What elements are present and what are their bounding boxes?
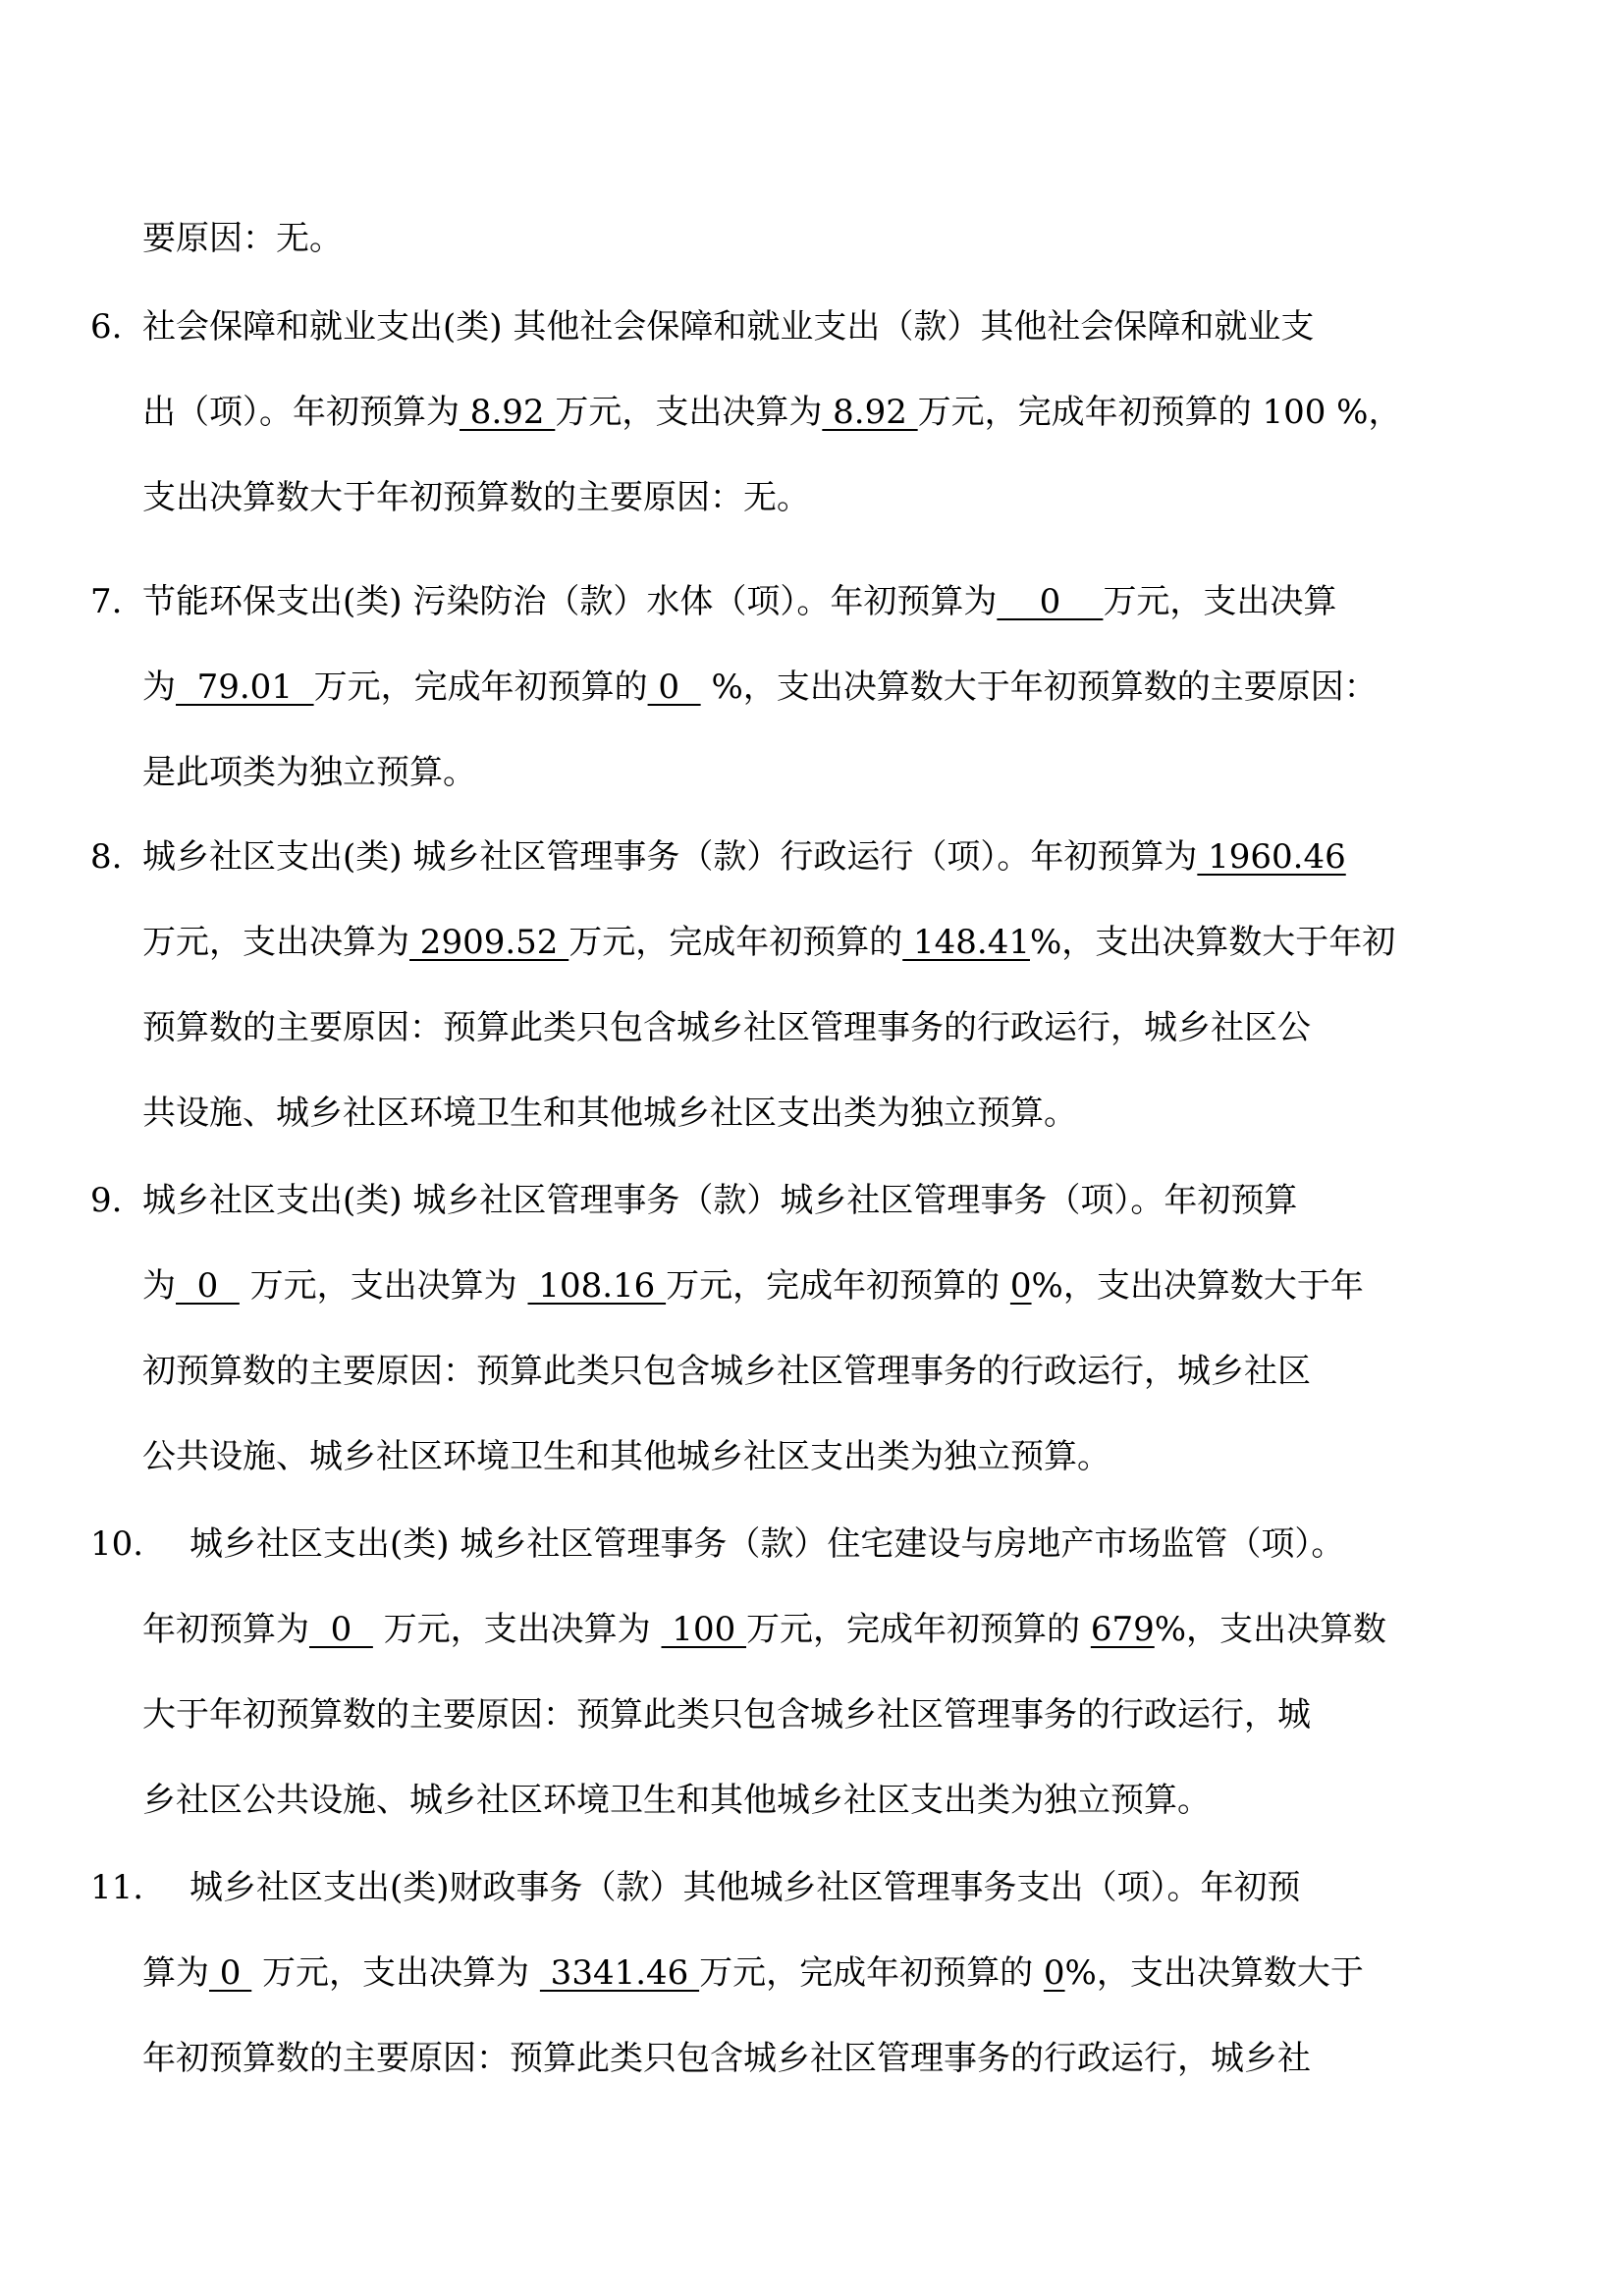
text-line: 乡社区公共设施、城乡社区环境卫生和其他城乡社区支出类为独立预算。 xyxy=(142,1781,1211,1820)
list-item-9 xyxy=(90,1158,1507,1500)
text-line: 社会保障和就业支出(类) 其他社会保障和就业支出（款）其他社会保障和就业支 xyxy=(142,307,1315,347)
text-line: 城乡社区支出(类) 城乡社区管理事务（款）住宅建设与房地产市场监管（项）。 xyxy=(189,1524,1345,1564)
text-line: 出（项）。年初预算为 8.92 万元，支出决算为 8.92 万元，完成年初预算的 100 %， xyxy=(142,393,1402,432)
item-number: 10. xyxy=(90,1524,144,1564)
text-line: 公共设施、城乡社区环境卫生和其他城乡社区支出类为独立预算。 xyxy=(142,1437,1110,1476)
final-value: 79.01 xyxy=(176,667,314,707)
completion-rate: 679 xyxy=(1090,1610,1155,1649)
text-line: 年初预算为 0 万元，支出决算为 100 万元，完成年初预算的 679%，支出决算数 xyxy=(142,1610,1387,1649)
text-line: 城乡社区支出(类) 城乡社区管理事务（款）行政运行（项）。年初预算为 1960.46 xyxy=(142,837,1346,877)
completion-rate: 148.41 xyxy=(902,923,1030,962)
final-value: 2909.52 xyxy=(409,923,569,962)
list-item-6 xyxy=(90,285,1507,541)
budget-value: 0 xyxy=(997,582,1104,621)
item-number: 9. xyxy=(90,1181,123,1220)
final-value: 8.92 xyxy=(822,393,918,432)
item-number: 11. xyxy=(90,1868,144,1907)
text-line: 预算数的主要原因：预算此类只包含城乡社区管理事务的行政运行，城乡社区公 xyxy=(142,1008,1311,1047)
text-line: 为 0 万元，支出决算为 108.16 万元，完成年初预算的 0%，支出决算数大于年 xyxy=(142,1266,1364,1306)
text-line: 城乡社区支出(类)财政事务（款）其他城乡社区管理事务支出（项）。年初预 xyxy=(189,1868,1301,1907)
list-item-7 xyxy=(90,560,1507,816)
budget-value: 1960.46 xyxy=(1197,837,1346,877)
final-value: 100 xyxy=(661,1610,747,1649)
item-number: 8. xyxy=(90,837,123,877)
completion-rate: 0 xyxy=(1009,1266,1032,1306)
text-line: 支出决算数大于年初预算数的主要原因：无。 xyxy=(142,478,810,517)
text-line: 要原因：无。 xyxy=(142,219,343,258)
text-line: 是此项类为独立预算。 xyxy=(142,753,476,792)
completion-rate: 0 xyxy=(1043,1953,1065,1993)
text-line: 万元，支出决算为 2909.52 万元，完成年初预算的 148.41%，支出决算数大于年初 xyxy=(142,923,1396,962)
text-line: 大于年初预算数的主要原因：预算此类只包含城乡社区管理事务的行政运行，城 xyxy=(142,1695,1311,1735)
text-line: 年初预算数的主要原因：预算此类只包含城乡社区管理事务的行政运行，城乡社 xyxy=(142,2039,1311,2078)
final-value: 108.16 xyxy=(527,1266,667,1306)
text-line: 算为 0 万元，支出决算为 3341.46 万元，完成年初预算的 0%，支出决算数大于 xyxy=(142,1953,1364,1993)
budget-value: 0 xyxy=(209,1953,252,1993)
text-line: 为 79.01 万元，完成年初预算的 0 %，支出决算数大于年初预算数的主要原因： xyxy=(142,667,1378,707)
text-line: 节能环保支出(类) 污染防治（款）水体（项）。年初预算为 0 万元，支出决算 xyxy=(142,582,1337,621)
text-line: 城乡社区支出(类) 城乡社区管理事务（款）城乡社区管理事务（项）。年初预算 xyxy=(142,1181,1298,1220)
list-item-11 xyxy=(90,1845,1507,2102)
text-line: 共设施、城乡社区环境卫生和其他城乡社区支出类为独立预算。 xyxy=(142,1094,1077,1133)
budget-value: 8.92 xyxy=(460,393,556,432)
budget-value: 0 xyxy=(309,1610,373,1649)
final-value: 3341.46 xyxy=(539,1953,700,1993)
item-number: 6. xyxy=(90,307,123,347)
item-number: 7. xyxy=(90,582,123,621)
paragraph-continuation xyxy=(142,196,1507,282)
budget-value: 0 xyxy=(176,1266,240,1306)
list-item-8 xyxy=(90,815,1507,1156)
list-item-10 xyxy=(90,1502,1507,1843)
text-line: 初预算数的主要原因：预算此类只包含城乡社区管理事务的行政运行，城乡社区 xyxy=(142,1352,1311,1391)
completion-rate: 0 xyxy=(647,667,701,707)
